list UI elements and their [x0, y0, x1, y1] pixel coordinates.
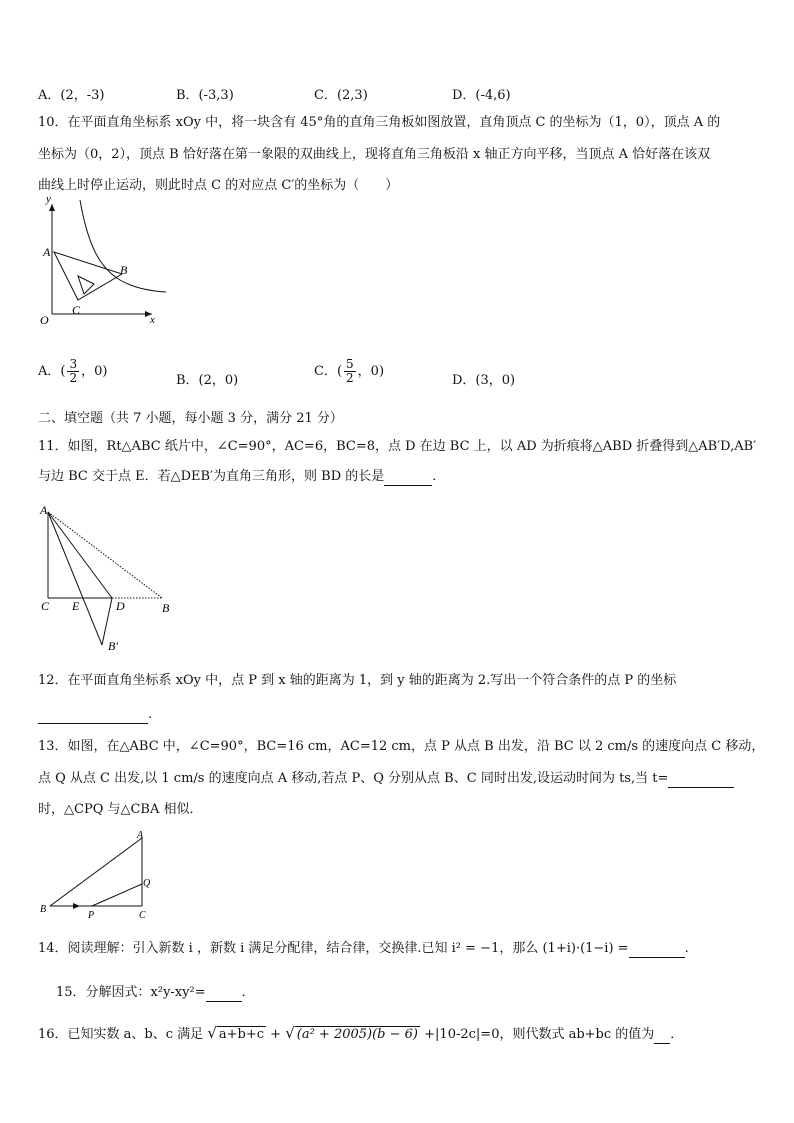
q10-line1: 在平面直角坐标系 xOy 中，将一块含有 45°角的直角三角板如图放置，直角顶点 C 的坐标为（1，0），顶点 A 的: [67, 115, 721, 130]
q11-figure: [36, 502, 176, 652]
q11-line2: [38, 468, 445, 486]
q10-option-c-suffix: ，0): [357, 364, 385, 379]
q10-option-a: [38, 358, 107, 385]
segment-pq: [92, 884, 142, 906]
q10-line3: 曲线上时停止运动，则此时点 C 的对应点 C′的坐标为（ ）: [38, 178, 399, 193]
label-d: D: [116, 599, 125, 613]
fraction-5-2: [344, 358, 356, 385]
label-a: A: [137, 830, 144, 841]
side-ab: [50, 838, 142, 906]
fraction-numerator: 5: [346, 357, 354, 371]
q13-line1: 13．如图，在△ABC 中，∠C=90°，BC=16 cm，AC=12 cm，点 P 从点 B 出发，沿 BC 以 2 cm/s 的速度向点 C 移动，: [38, 739, 765, 754]
label-c: C: [139, 910, 146, 921]
label-b: B: [120, 263, 128, 277]
answer-blank[interactable]: [654, 1043, 670, 1044]
answer-blank[interactable]: [206, 1001, 242, 1002]
q14-end: .: [684, 941, 689, 956]
q10-option-c: [314, 358, 384, 385]
q13-line2: [38, 770, 734, 788]
y-axis-arrow: [49, 204, 55, 211]
q10-line2: 坐标为（0，2），顶点 B 恰好落在第一象限的双曲线上，现将直角三角板沿 x 轴正方向平移，当顶点 A 恰好落在该双: [38, 147, 711, 162]
label-o: O: [40, 313, 49, 327]
fraction-numerator: 3: [69, 357, 78, 371]
fold-ad: [48, 512, 112, 598]
q10-figure: [36, 193, 166, 327]
q10-option-a-prefix: A．(: [38, 364, 66, 379]
motion-arrow-head: [73, 903, 80, 909]
q11-end: ．: [432, 469, 446, 484]
label-q: Q: [143, 878, 151, 889]
q11-line2-text: 与边 BC 交于点 E．若△DEB′为直角三角形，则 BD 的长是: [38, 469, 385, 484]
label-b: B: [40, 904, 47, 915]
label-x: x: [150, 314, 155, 326]
q10-text: [38, 114, 720, 132]
q16-line: [38, 1024, 683, 1044]
q16-suffix: +|10-2c|=0，则代数式 ab+bc 的值为: [424, 1027, 655, 1042]
triangle-hole: [78, 276, 94, 294]
q13-figure: [36, 830, 156, 920]
label-y: y: [46, 193, 51, 205]
hyperbola: [80, 200, 166, 292]
q15-end: ．: [241, 985, 255, 1000]
q11-line1: 11．如图，Rt△ABC 纸片中，∠C=90°，AC=6，BC=8，点 D 在边 BC 上，以 AD 为折痕将△ABD 折叠得到△AB′D,AB′: [38, 439, 757, 454]
fraction-denominator: 2: [346, 371, 354, 385]
fraction-3-2: [67, 358, 79, 385]
fraction-denominator: 2: [69, 371, 78, 385]
q9-option-b: B．(-3,3): [176, 88, 234, 103]
q16-radicand-2: (a² + 2005)(b − 6): [296, 1027, 419, 1042]
side-db-prime: [102, 598, 112, 645]
q10-option-b: B．(2，0): [176, 373, 239, 388]
q16-prefix: 16．已知实数 a、b、c 满足: [38, 1027, 204, 1042]
q9-option-a: A．(2，-3): [38, 88, 105, 103]
label-b-prime: B′: [108, 639, 118, 653]
answer-blank[interactable]: [384, 485, 432, 486]
label-b: B: [162, 601, 170, 615]
q10-number: 10．: [38, 115, 68, 130]
q14-line: [38, 940, 689, 958]
q16-end: ．: [670, 1027, 684, 1042]
q15-line: [56, 984, 255, 1002]
label-a: A: [40, 503, 48, 517]
label-a: A: [43, 245, 51, 259]
q10-option-c-prefix: C．(: [314, 364, 343, 379]
q12-line2: [38, 706, 152, 724]
q12-end: .: [148, 707, 153, 722]
q16-radicand-1: a+b+c: [218, 1027, 265, 1042]
sqrt-symbol: √: [207, 1024, 217, 1042]
q13-line2-text: 点 Q 从点 C 出发,以 1 cm/s 的速度向点 A 移动,若点 P、Q 分别从点 B、C 同时出发,设运动时间为 ts,当 t=: [38, 771, 669, 786]
label-e: E: [72, 599, 80, 613]
triangle-abc: [54, 252, 122, 300]
label-c: C: [41, 599, 50, 613]
q14-text: 14．阅读理解：引入新数 i ，新数 i 满足分配律，结合律，交换律.已知 i² = −1，那么 (1+i)·(1−i) =: [38, 941, 629, 956]
answer-blank[interactable]: [629, 957, 685, 958]
q13-line3: 时，△CPQ 与△CBA 相似．: [38, 802, 203, 817]
section-heading: 二、填空题（共 7 小题，每小题 3 分，满分 21 分）: [38, 411, 343, 426]
q10-option-d: D．(3，0): [452, 373, 516, 388]
answer-blank[interactable]: [38, 709, 148, 724]
sqrt-symbol: √: [285, 1024, 295, 1042]
answer-blank[interactable]: [668, 787, 734, 788]
q9-option-c: C．(2,3): [314, 88, 368, 103]
label-c: C: [72, 303, 81, 317]
q9-option-d: D．(-4,6): [452, 88, 511, 103]
q15-text: 15．分解因式：x²y-xy²=: [56, 985, 206, 1000]
q10-option-a-suffix: ，0): [81, 364, 108, 379]
q16-plus: +: [270, 1027, 282, 1042]
q12-line1: 12．在平面直角坐标系 xOy 中，点 P 到 x 轴的距离为 1，到 y 轴的距离为 2.写出一个符合条件的点 P 的坐标: [38, 673, 677, 688]
label-p: P: [88, 910, 95, 921]
